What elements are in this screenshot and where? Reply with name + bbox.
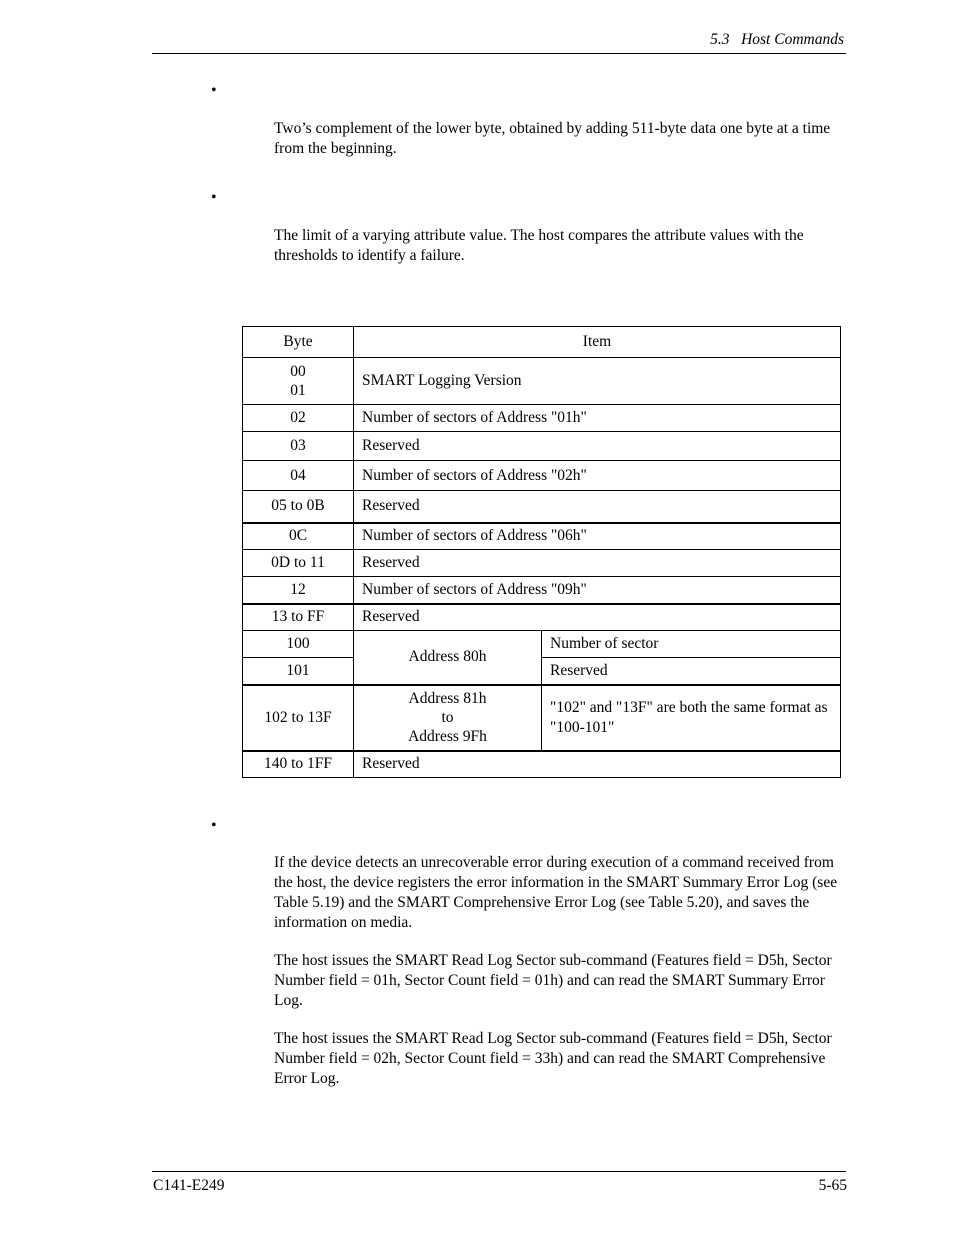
item-cell: Number of sector	[542, 631, 841, 658]
byte-cell: 12	[243, 577, 354, 604]
byte-cell: 140 to 1FF	[243, 751, 354, 778]
address-end: Address 9Fh	[408, 728, 487, 745]
address-80h-cell: Address 80h	[354, 631, 542, 685]
byte-cell: 0D to 11	[243, 550, 354, 577]
error-log-paragraph-3: The host issues the SMART Read Log Sector sub-command (Features field = D5h, Sector Number field = 02h, Sector Count field = 33h) and can read the SMART Comprehensive Error Log.	[274, 1030, 832, 1087]
item-cell: Number of sectors of Address "06h"	[354, 523, 841, 550]
table-row	[243, 358, 841, 405]
byte-cell: 05 to 0B	[243, 491, 354, 523]
byte-cell: 04	[243, 461, 354, 491]
checksum-description: Two’s complement of the lower byte, obtained by adding 511-byte data one byte at a time from the beginning.	[274, 120, 831, 157]
item-cell: Reserved	[354, 491, 841, 523]
header-rule	[152, 53, 846, 54]
table-row	[243, 631, 841, 658]
item-cell: Number of sectors of Address "01h"	[354, 405, 841, 432]
footer-rule	[152, 1171, 846, 1172]
table-row	[243, 658, 841, 685]
byte-cell: 03	[243, 432, 354, 461]
document-id: C141-E249	[153, 1177, 225, 1194]
item-cell: SMART Logging Version	[354, 358, 841, 405]
bullet-marker-3: •	[211, 817, 217, 834]
item-cell: Number of sectors of Address "09h"	[354, 577, 841, 604]
address-81h-9fh-cell	[354, 685, 542, 751]
byte-cell: 101	[243, 658, 354, 685]
byte-value: 01	[290, 382, 306, 399]
column-header-item: Item	[354, 327, 841, 358]
item-cell: Reserved	[354, 432, 841, 461]
byte-cell: 100	[243, 631, 354, 658]
error-log-paragraph-1: If the device detects an unrecoverable error during execution of a command received from the host, the device registers the error information in the SMART Summary Error Log (see Table 5.19) and the SMART Comprehensive Error Log (see Table 5.20), and saves the information on media.	[274, 854, 838, 931]
table-row	[243, 523, 841, 550]
item-cell: Reserved	[354, 604, 841, 631]
byte-cell: 02	[243, 405, 354, 432]
table-row	[243, 491, 841, 523]
address-to: to	[441, 709, 454, 726]
table-row	[243, 550, 841, 577]
page-number: 5-65	[818, 1177, 847, 1194]
table-row	[243, 405, 841, 432]
bullet-marker-2: •	[211, 189, 217, 206]
item-cell: "102" and "13F" are both the same format as "100-101"	[542, 685, 841, 751]
threshold-description: The limit of a varying attribute value. The host compares the attribute values with the thresholds to identify a failure.	[274, 227, 804, 264]
item-cell: Number of sectors of Address "02h"	[354, 461, 841, 491]
item-cell: Reserved	[354, 550, 841, 577]
table-row	[243, 432, 841, 461]
address-start: Address 81h	[408, 690, 487, 707]
table-header-row	[243, 327, 841, 358]
item-cell: Reserved	[354, 751, 841, 778]
byte-value: 00	[290, 363, 306, 380]
item-cell: Reserved	[542, 658, 841, 685]
byte-cell	[243, 358, 354, 405]
table-row	[243, 685, 841, 751]
table-row	[243, 577, 841, 604]
running-header: 5.3 Host Commands	[710, 31, 844, 48]
byte-cell: 102 to 13F	[243, 685, 354, 751]
byte-cell: 13 to FF	[243, 604, 354, 631]
table-row	[243, 751, 841, 778]
table-row	[243, 604, 841, 631]
table-row	[243, 461, 841, 491]
error-log-paragraph-2: The host issues the SMART Read Log Sector sub-command (Features field = D5h, Sector Number field = 01h, Sector Count field = 01h) and can read the SMART Summary Error Log.	[274, 952, 832, 1009]
bullet-marker-1: •	[211, 82, 217, 99]
smart-log-directory-table	[242, 326, 841, 778]
column-header-byte: Byte	[243, 327, 354, 358]
byte-cell: 0C	[243, 523, 354, 550]
